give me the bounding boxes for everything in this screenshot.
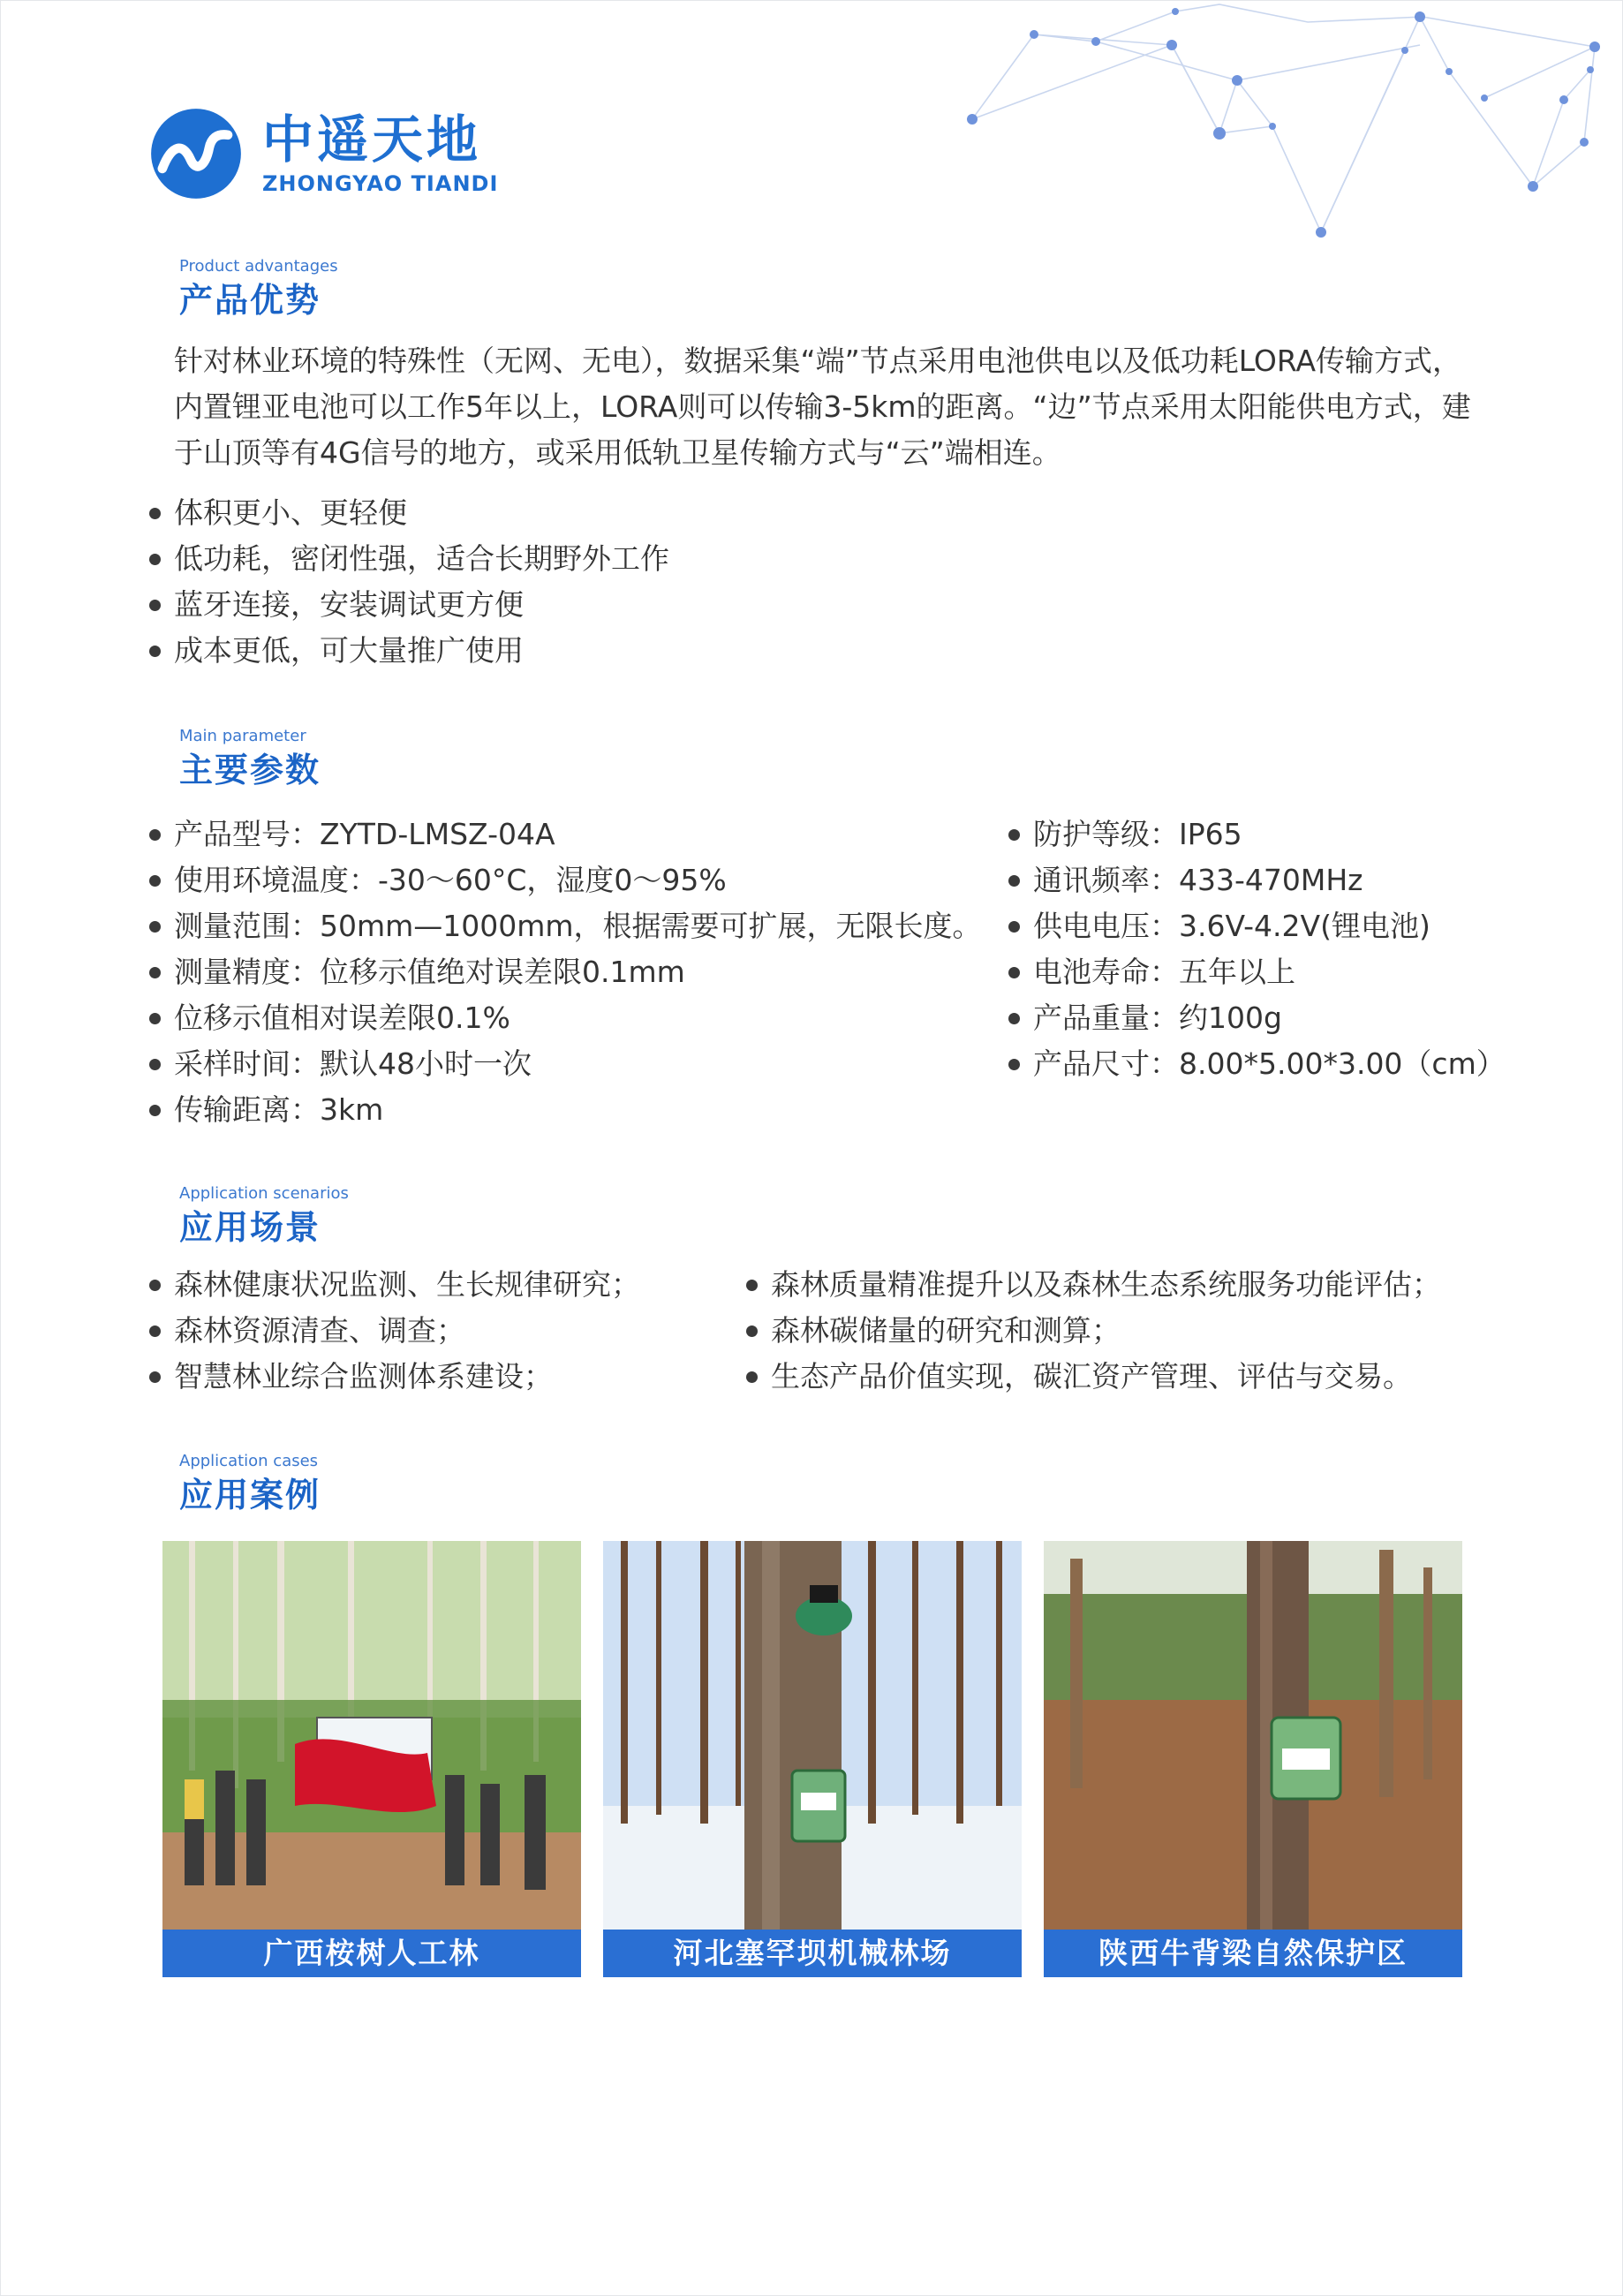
case-photo-hebei xyxy=(603,1541,1022,1930)
parameters-list-right xyxy=(1008,812,1506,1087)
brand-name-en: ZHONGYAO TIANDI xyxy=(262,171,499,196)
brand-logo-icon xyxy=(149,107,243,200)
advantages-title-cn: 产品优势 xyxy=(179,281,321,320)
parameters-title-cn: 主要参数 xyxy=(179,751,321,789)
list-item: 产品型号：ZYTD-LMSZ-04A xyxy=(149,812,982,857)
scenarios-title-en: Application scenarios xyxy=(179,1184,349,1203)
list-item: 产品重量：约100g xyxy=(1008,995,1506,1041)
advantages-intro: 针对林业环境的特殊性（无网、无电），数据采集“端”节点采用电池供电以及低功耗LORA传输方式，内置锂亚电池可以工作5年以上，LORA则可以传输3-5km的距离。“边”节点采用太阳能供电方式，建于山顶等有4G信号的地方，或采用低轨卫星传输方式与“云”端相连。 xyxy=(174,344,1471,470)
list-item: 蓝牙连接，安装调试更方便 xyxy=(149,582,669,628)
list-item: 低功耗，密闭性强，适合长期野外工作 xyxy=(149,536,669,582)
advantages-title-en: Product advantages xyxy=(179,257,338,276)
case-card xyxy=(162,1541,581,1977)
case-photo-shaanxi xyxy=(1044,1541,1462,1930)
cases-title-en: Application cases xyxy=(179,1452,319,1470)
list-item: 通讯频率：433-470MHz xyxy=(1008,857,1506,903)
list-item: 使用环境温度：-30～60°C，湿度0～95% xyxy=(149,857,982,903)
brand-name-cn: 中遥天地 xyxy=(262,110,482,170)
scenarios-title-cn: 应用场景 xyxy=(179,1208,321,1247)
parameters-list-left xyxy=(149,812,982,1133)
cases-title-cn: 应用案例 xyxy=(179,1476,321,1514)
scenarios-list-left xyxy=(149,1262,640,1400)
list-item: 产品尺寸：8.00*5.00*3.00（cm） xyxy=(1008,1041,1506,1087)
list-item: 智慧林业综合监测体系建设； xyxy=(149,1354,640,1400)
list-item: 森林质量精准提升以及森林生态系统服务功能评估； xyxy=(746,1262,1441,1308)
list-item: 采样时间：默认48小时一次 xyxy=(149,1041,982,1087)
list-item: 生态产品价值实现，碳汇资产管理、评估与交易。 xyxy=(746,1354,1441,1400)
scenarios-list-right xyxy=(746,1262,1441,1400)
parameters-title-en: Main parameter xyxy=(179,727,306,745)
list-item: 防护等级：IP65 xyxy=(1008,812,1506,857)
list-item: 测量范围：50mm—1000mm，根据需要可扩展，无限长度。 xyxy=(149,903,982,949)
list-item: 位移示值相对误差限0.1% xyxy=(149,995,982,1041)
list-item: 体积更小、更轻便 xyxy=(149,490,669,536)
network-decoration xyxy=(955,1,1623,257)
list-item: 供电电压：3.6V-4.2V(锂电池) xyxy=(1008,903,1506,949)
brand-logo xyxy=(149,107,498,200)
case-card xyxy=(603,1541,1022,1977)
case-caption: 陕西牛背梁自然保护区 xyxy=(1044,1930,1462,1977)
case-card xyxy=(1044,1541,1462,1977)
list-item: 测量精度：位移示值绝对误差限0.1mm xyxy=(149,949,982,995)
case-caption: 河北塞罕坝机械林场 xyxy=(603,1930,1022,1977)
list-item: 成本更低，可大量推广使用 xyxy=(149,628,669,674)
case-photo-guangxi xyxy=(162,1541,581,1930)
advantages-list xyxy=(149,490,669,674)
list-item: 森林健康状况监测、生长规律研究； xyxy=(149,1262,640,1308)
list-item: 森林资源清查、调查； xyxy=(149,1308,640,1354)
list-item: 传输距离：3km xyxy=(149,1087,982,1133)
case-gallery xyxy=(162,1541,1462,1977)
list-item: 电池寿命：五年以上 xyxy=(1008,949,1506,995)
case-caption: 广西桉树人工林 xyxy=(162,1930,581,1977)
list-item: 森林碳储量的研究和测算； xyxy=(746,1308,1441,1354)
